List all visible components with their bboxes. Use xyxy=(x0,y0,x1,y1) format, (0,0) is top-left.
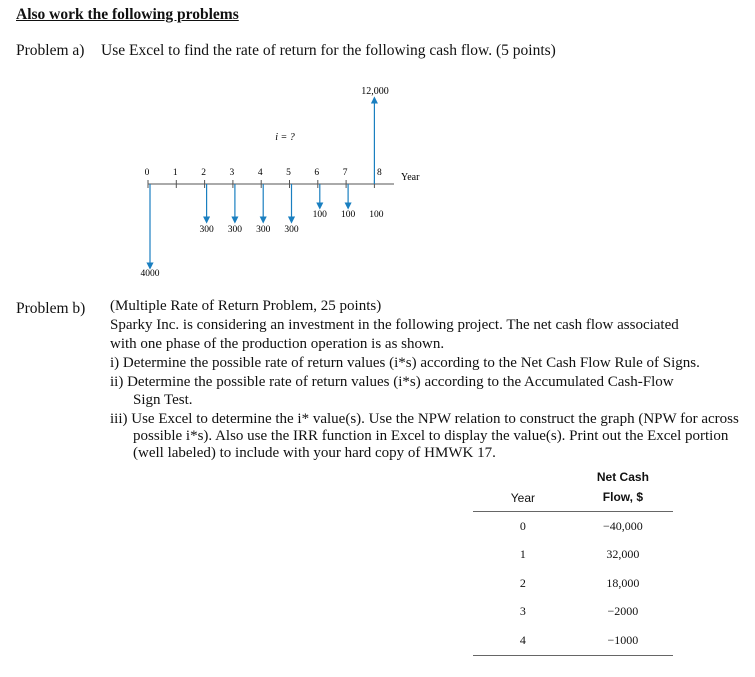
page-heading: Also work the following problems xyxy=(16,6,239,23)
problem-b-item-iii-cont1: possible i*s). Also use the IRR function in Excel to display the value(s). Print out the Excel portion xyxy=(133,428,729,444)
year-tick-label: 0 xyxy=(144,168,150,178)
problem-a-label: Problem a) xyxy=(16,42,85,59)
table-row xyxy=(473,512,673,541)
row-flow: 18,000 xyxy=(606,575,640,590)
table-row xyxy=(473,598,673,627)
problem-b-line2: Sparky Inc. is considering an investment in the following project. The net cash flow associated xyxy=(110,317,679,333)
problem-b-item-ii-cont: Sign Test. xyxy=(133,392,193,408)
col-header-year: Year xyxy=(510,491,536,505)
row-year: 3 xyxy=(519,604,526,619)
col-header-ncf-line2: Flow, $ xyxy=(602,490,644,504)
row-flow: −2000 xyxy=(607,604,639,619)
flow-amount-label: 300 xyxy=(284,225,299,235)
cash-flow-table xyxy=(473,466,673,656)
col-header-ncf-line1: Net Cash xyxy=(596,470,649,484)
row-flow: 32,000 xyxy=(606,547,640,562)
year-tick-label: 2 xyxy=(201,168,206,178)
rate-label: i = ? xyxy=(275,132,295,143)
problem-b-label: Problem b) xyxy=(16,300,86,317)
problem-b-item-iii: iii) Use Excel to determine the i* value(s). Use the NPW relation to construct the graph (NPW for across xyxy=(110,411,739,427)
problem-b-item-i: i) Determine the possible rate of return values (i*s) according to the Net Cash Flow Rule of Signs. xyxy=(110,355,700,371)
problem-a-text: Use Excel to find the rate of return for the following cash flow. (5 points) xyxy=(101,42,556,59)
flow-amount-label: 300 xyxy=(199,225,214,235)
flow-amount-label: 100 xyxy=(312,210,327,220)
table-row xyxy=(473,569,673,598)
flow-label-4000: 4000 xyxy=(140,269,160,279)
flow-amount-label: 300 xyxy=(256,225,271,235)
problem-b-item-iii-cont2: (well labeled) to include with your hard copy of HMWK 17. xyxy=(133,445,496,461)
cash-flow-diagram xyxy=(0,0,755,300)
year-tick-label: 6 xyxy=(314,168,320,178)
year-tick-label: 5 xyxy=(286,168,291,178)
year-tick-label: 1 xyxy=(172,168,178,178)
top-flow-label: 12,000 xyxy=(361,86,389,97)
row-year: 2 xyxy=(519,575,526,590)
problem-b-line3: with one phase of the production operation is as shown. xyxy=(110,336,445,352)
flow-amount-label: 300 xyxy=(227,225,243,235)
year-tick-label: 8 xyxy=(377,168,382,178)
year-tick-label: 7 xyxy=(342,168,348,178)
table-row xyxy=(473,541,673,570)
table-row xyxy=(473,626,673,655)
problem-b-line1: (Multiple Rate of Return Problem, 25 points) xyxy=(110,298,382,314)
problem-b-item-ii: ii) Determine the possible rate of return values (i*s) according to the Accumulated Cash-Flow xyxy=(110,374,674,390)
row-flow: −1000 xyxy=(573,626,673,655)
year-axis-label: Year xyxy=(401,172,420,183)
year-tick-label: 4 xyxy=(257,168,263,178)
row-flow: −40,000 xyxy=(603,518,643,533)
col-header-net-cash-flow xyxy=(573,466,673,512)
row-year: 4 xyxy=(473,626,573,655)
year-tick-label: 3 xyxy=(229,168,235,178)
row-year: 1 xyxy=(519,547,526,562)
flow-amount-label: 100 xyxy=(340,210,356,220)
row-year: 0 xyxy=(519,518,526,533)
flow-amount-label: 100 xyxy=(369,210,384,220)
